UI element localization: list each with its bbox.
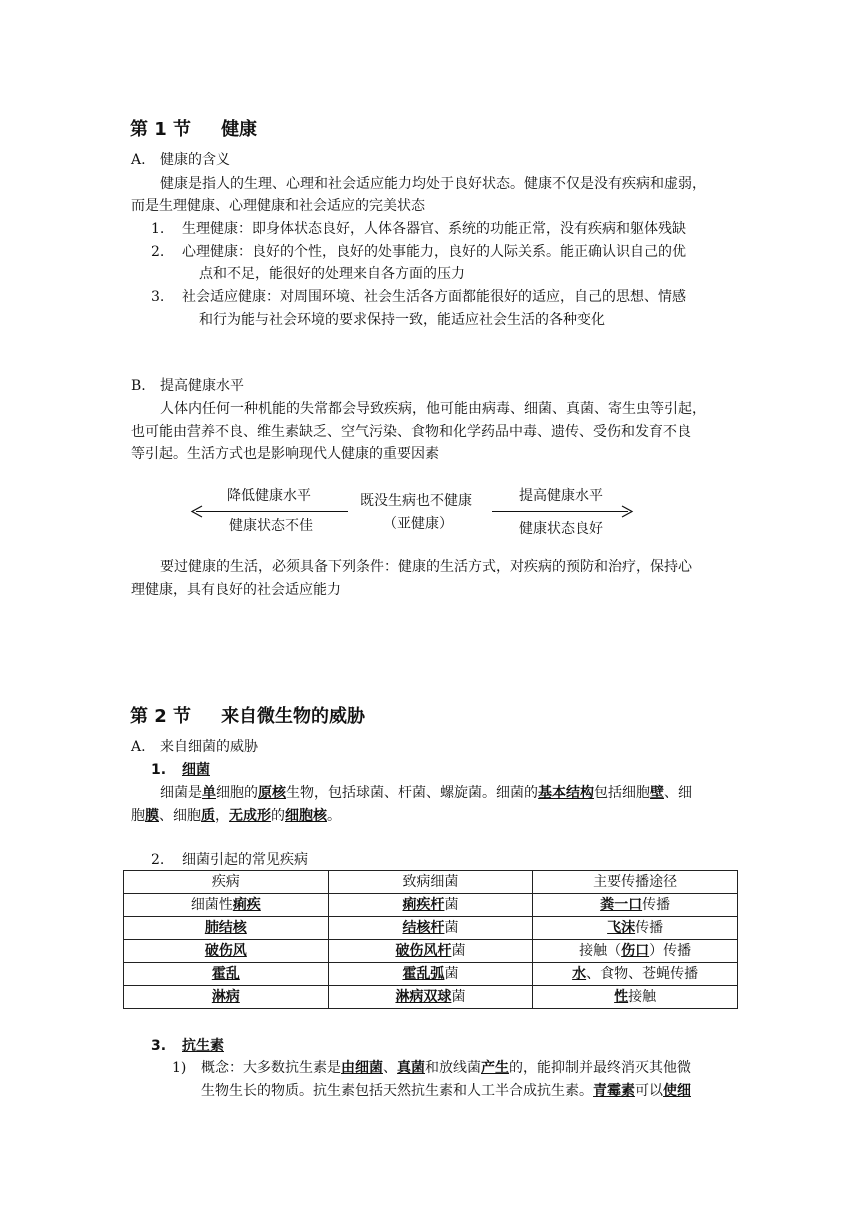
table-header-cell: 疾病 bbox=[124, 871, 329, 894]
paragraph-line: 人体内任何一种机能的失常都会导致疾病，他可能由病毒、细菌、真菌、寄生虫等引起， bbox=[160, 401, 706, 417]
table-row bbox=[124, 986, 738, 1009]
emphasis-text: 伤口 bbox=[621, 943, 650, 959]
table-cell bbox=[328, 940, 533, 963]
text-run: 胞 bbox=[131, 808, 145, 824]
antibiotic-paragraph-line-2 bbox=[201, 1081, 691, 1101]
diagram-center-top-label: 既没生病也不健康 bbox=[360, 493, 472, 509]
text-run: 菌 bbox=[444, 920, 459, 936]
list-item-number: 1) bbox=[172, 1060, 187, 1076]
text-run: 菌 bbox=[451, 989, 466, 1005]
text-run: 细胞的 bbox=[216, 785, 258, 801]
bacteria-paragraph-line-1 bbox=[160, 783, 692, 803]
emphasis-text: 细胞核 bbox=[285, 808, 327, 824]
disease-table bbox=[123, 870, 738, 1009]
emphasis-text: 破伤风 bbox=[204, 943, 247, 959]
table-cell bbox=[533, 917, 738, 940]
paragraph-line: 理健康，具有良好的社会适应能力 bbox=[131, 582, 341, 598]
table-cell bbox=[533, 940, 738, 963]
section-2-title bbox=[130, 702, 365, 728]
left-arrow-line bbox=[196, 511, 348, 512]
text-run: 生物生长的物质。抗生素包括天然抗生素和人工半合成抗生素。 bbox=[201, 1083, 593, 1099]
table-header-row bbox=[124, 871, 738, 894]
table-cell bbox=[533, 986, 738, 1009]
subheading-diseases: 细菌引起的常见疾病 bbox=[182, 852, 308, 868]
emphasis-text: 破伤风杆 bbox=[395, 943, 452, 959]
text-run: 的，能抑制并最终消灭其他微 bbox=[509, 1060, 691, 1076]
table-row bbox=[124, 940, 738, 963]
text-run: 和放线菌 bbox=[425, 1060, 481, 1076]
list-item-number: 2. bbox=[151, 244, 165, 260]
text-run: 细菌是 bbox=[160, 785, 202, 801]
diagram-center-bottom-label: （亚健康） bbox=[383, 516, 453, 532]
section-1-heading: 健康 bbox=[221, 119, 258, 140]
text-run: 、细 bbox=[664, 785, 692, 801]
text-run: 菌 bbox=[451, 943, 466, 959]
emphasis-text: 使细 bbox=[663, 1083, 691, 1099]
right-arrow-icon bbox=[620, 505, 634, 518]
text-run: 传播 bbox=[642, 897, 671, 913]
text-run: 细菌性 bbox=[190, 897, 233, 913]
text-run: 生物，包括球菌、杆菌、螺旋菌。细菌的 bbox=[286, 785, 538, 801]
list-item-number: 1. bbox=[151, 221, 165, 237]
emphasis-text: 真菌 bbox=[397, 1060, 425, 1076]
subheading-number: 2. bbox=[151, 852, 165, 868]
emphasis-text: 淋病双球 bbox=[395, 989, 452, 1005]
emphasis-text: 肺结核 bbox=[204, 920, 247, 936]
right-arrow-line bbox=[492, 511, 628, 512]
subheading-number: 3. bbox=[151, 1038, 167, 1054]
text-run: 概念：大多数抗生素是 bbox=[201, 1060, 341, 1076]
text-run: ）传播 bbox=[649, 943, 692, 959]
emphasis-text: 质 bbox=[201, 808, 215, 824]
text-run: ， bbox=[215, 808, 229, 824]
table-cell bbox=[328, 963, 533, 986]
text-run: 的 bbox=[271, 808, 285, 824]
paragraph-line: 健康是指人的生理、心理和社会适应能力均处于良好状态。健康不仅是没有疾病和虚弱， bbox=[160, 176, 706, 192]
emphasis-text: 产生 bbox=[481, 1060, 509, 1076]
table-row bbox=[124, 917, 738, 940]
table-header-cell: 致病细菌 bbox=[328, 871, 533, 894]
section-1-title bbox=[130, 115, 257, 141]
list-item-text: 社会适应健康：对周围环境、社会生活各方面都能很好的适应，自己的思想、情感 bbox=[182, 289, 686, 305]
diagram-right-bottom-label: 健康状态良好 bbox=[519, 521, 603, 537]
table-cell bbox=[533, 894, 738, 917]
table-header-cell: 主要传播途径 bbox=[533, 871, 738, 894]
table-cell bbox=[533, 963, 738, 986]
emphasis-text: 淋病 bbox=[211, 989, 240, 1005]
emphasis-text: 霍乱弧 bbox=[402, 966, 445, 982]
antibiotic-paragraph-line-1 bbox=[201, 1058, 691, 1078]
text-run: 可以 bbox=[635, 1083, 663, 1099]
subsection-b-title: 提高健康水平 bbox=[160, 378, 244, 394]
subsection-a-marker: A. bbox=[131, 739, 146, 755]
emphasis-text: 膜 bbox=[145, 808, 159, 824]
left-arrow-icon bbox=[190, 505, 204, 518]
section-2-number: 第 2 节 bbox=[130, 706, 192, 727]
emphasis-text: 结核杆 bbox=[402, 920, 445, 936]
emphasis-text: 青霉素 bbox=[593, 1083, 635, 1099]
text-run: 、食物、苍蝇传播 bbox=[586, 966, 699, 982]
list-item-text: 生理健康：即身体状态良好，人体各器官、系统的功能正常，没有疾病和躯体残缺 bbox=[182, 221, 686, 237]
diagram-right-top-label: 提高健康水平 bbox=[519, 488, 603, 504]
text-run: 菌 bbox=[444, 966, 459, 982]
text-run: 包括细胞 bbox=[594, 785, 650, 801]
table-cell bbox=[124, 894, 329, 917]
text-run: 接触（ bbox=[579, 943, 622, 959]
subheading-bacteria: 细菌 bbox=[182, 762, 210, 778]
list-item-text: 点和不足，能很好的处理来自各方面的压力 bbox=[199, 266, 465, 282]
emphasis-text: 水 bbox=[572, 966, 587, 982]
text-run: 。 bbox=[327, 808, 341, 824]
subheading-number: 1. bbox=[151, 762, 167, 778]
table-cell bbox=[328, 894, 533, 917]
emphasis-text: 无成形 bbox=[229, 808, 271, 824]
emphasis-text: 痢疾杆 bbox=[402, 897, 445, 913]
table-cell bbox=[328, 917, 533, 940]
subsection-a-title: 来自细菌的威胁 bbox=[160, 739, 258, 755]
section-2-heading: 来自微生物的威胁 bbox=[221, 706, 366, 727]
table-row bbox=[124, 894, 738, 917]
text-run: 菌 bbox=[444, 897, 459, 913]
list-item-text: 心理健康：良好的个性，良好的处事能力，良好的人际关系。能正确认识自己的优 bbox=[182, 244, 686, 260]
table-cell bbox=[124, 940, 329, 963]
table-cell bbox=[328, 986, 533, 1009]
emphasis-text: 单 bbox=[202, 785, 216, 801]
text-run: 、 bbox=[383, 1060, 397, 1076]
emphasis-text: 壁 bbox=[650, 785, 664, 801]
paragraph-line: 等引起。生活方式也是影响现代人健康的重要因素 bbox=[131, 446, 439, 462]
table-row bbox=[124, 963, 738, 986]
emphasis-text: 原核 bbox=[258, 785, 286, 801]
emphasis-text: 霍乱 bbox=[211, 966, 240, 982]
subsection-a-title: 健康的含义 bbox=[160, 152, 230, 168]
paragraph-line: 而是生理健康、心理健康和社会适应的完美状态 bbox=[131, 198, 425, 214]
table-cell bbox=[124, 986, 329, 1009]
list-item-number: 3. bbox=[151, 289, 165, 305]
subheading-antibiotics: 抗生素 bbox=[182, 1038, 224, 1054]
text-run: 传播 bbox=[635, 920, 664, 936]
subsection-b-marker: B. bbox=[131, 378, 146, 394]
bacteria-paragraph-line-2 bbox=[131, 806, 341, 826]
table-cell bbox=[124, 917, 329, 940]
emphasis-text: 性 bbox=[614, 989, 629, 1005]
paragraph-line: 要过健康的生活，必须具备下列条件：健康的生活方式，对疾病的预防和治疗，保持心 bbox=[160, 559, 692, 575]
paragraph-line: 也可能由营养不良、维生素缺乏、空气污染、食物和化学药品中毒、遗传、受伤和发育不良 bbox=[131, 424, 691, 440]
list-item-text: 和行为能与社会环境的要求保持一致，能适应社会生活的各种变化 bbox=[199, 312, 605, 328]
text-run: 、细胞 bbox=[159, 808, 201, 824]
emphasis-text: 痢疾 bbox=[232, 897, 261, 913]
table-cell bbox=[124, 963, 329, 986]
subsection-a-marker: A. bbox=[131, 152, 146, 168]
emphasis-text: 由细菌 bbox=[341, 1060, 383, 1076]
diagram-left-bottom-label: 健康状态不佳 bbox=[229, 518, 313, 534]
diagram-left-top-label: 降低健康水平 bbox=[227, 488, 311, 504]
section-1-number: 第 1 节 bbox=[130, 119, 192, 140]
emphasis-text: 基本结构 bbox=[538, 785, 594, 801]
emphasis-text: 飞沫 bbox=[607, 920, 636, 936]
text-run: 接触 bbox=[628, 989, 657, 1005]
emphasis-text: 粪一口 bbox=[600, 897, 643, 913]
